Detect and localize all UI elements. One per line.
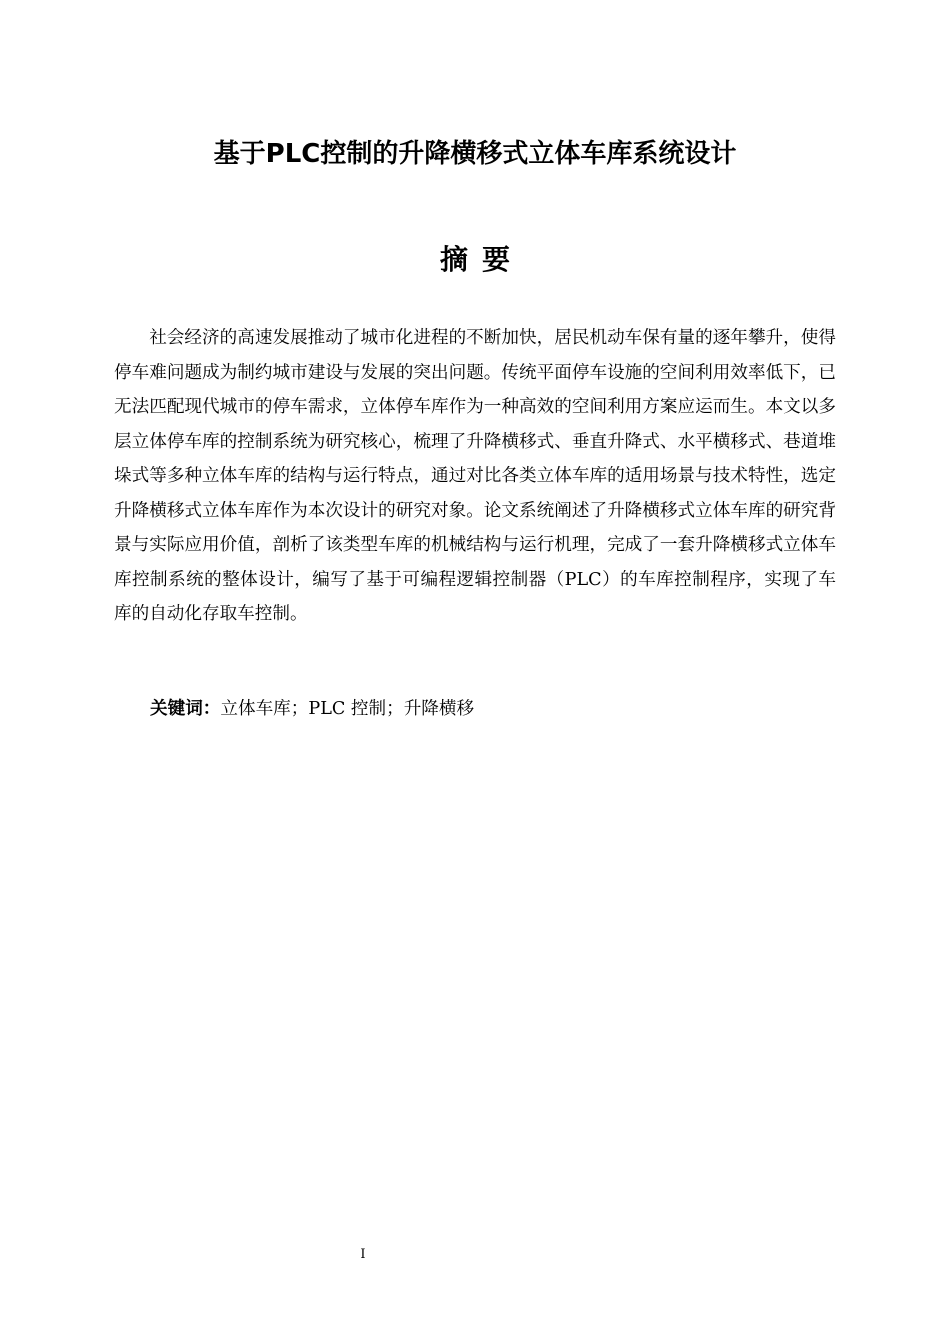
page-number: I [360, 1247, 366, 1262]
document-title: 基于PLC控制的升降横移式立体车库系统设计 [213, 139, 737, 169]
keywords-line [150, 692, 474, 727]
abstract-heading: 摘要 [439, 243, 524, 276]
keywords-label: 关键词： [150, 699, 221, 719]
abstract-body: 社会经济的高速发展推动了城市化进程的不断加快，居民机动车保有量的逐年攀升，使得停车难问题成为制约城市建设与发展的突出问题。传统平面停车设施的空间利用效率低下，已无法匹配现代城市的停车需求，立体停车库作为一种高效的空间利用方案应运而生。本文以多层立体停车库的控制系统为研究核心，梳理了升降横移式、垂直升降式、水平横移式、巷道堆垛式等多种立体车库的结构与运行特点，通过对比各类立体车库的适用场景与技术特性，选定升降横移式立体车库作为本次设计的研究对象。论文系统阐述了升降横移式立体车库的研究背景与实际应用价值，剖析了该类型车库的机械结构与运行机理，完成了一套升降横移式立体车库控制系统的整体设计，编写了基于可编程逻辑控制器（PLC）的车库控制程序，实现了车库的自动化存取车控制。 [114, 328, 836, 624]
keywords-value: 立体车库；PLC 控制；升降横移 [220, 699, 475, 719]
